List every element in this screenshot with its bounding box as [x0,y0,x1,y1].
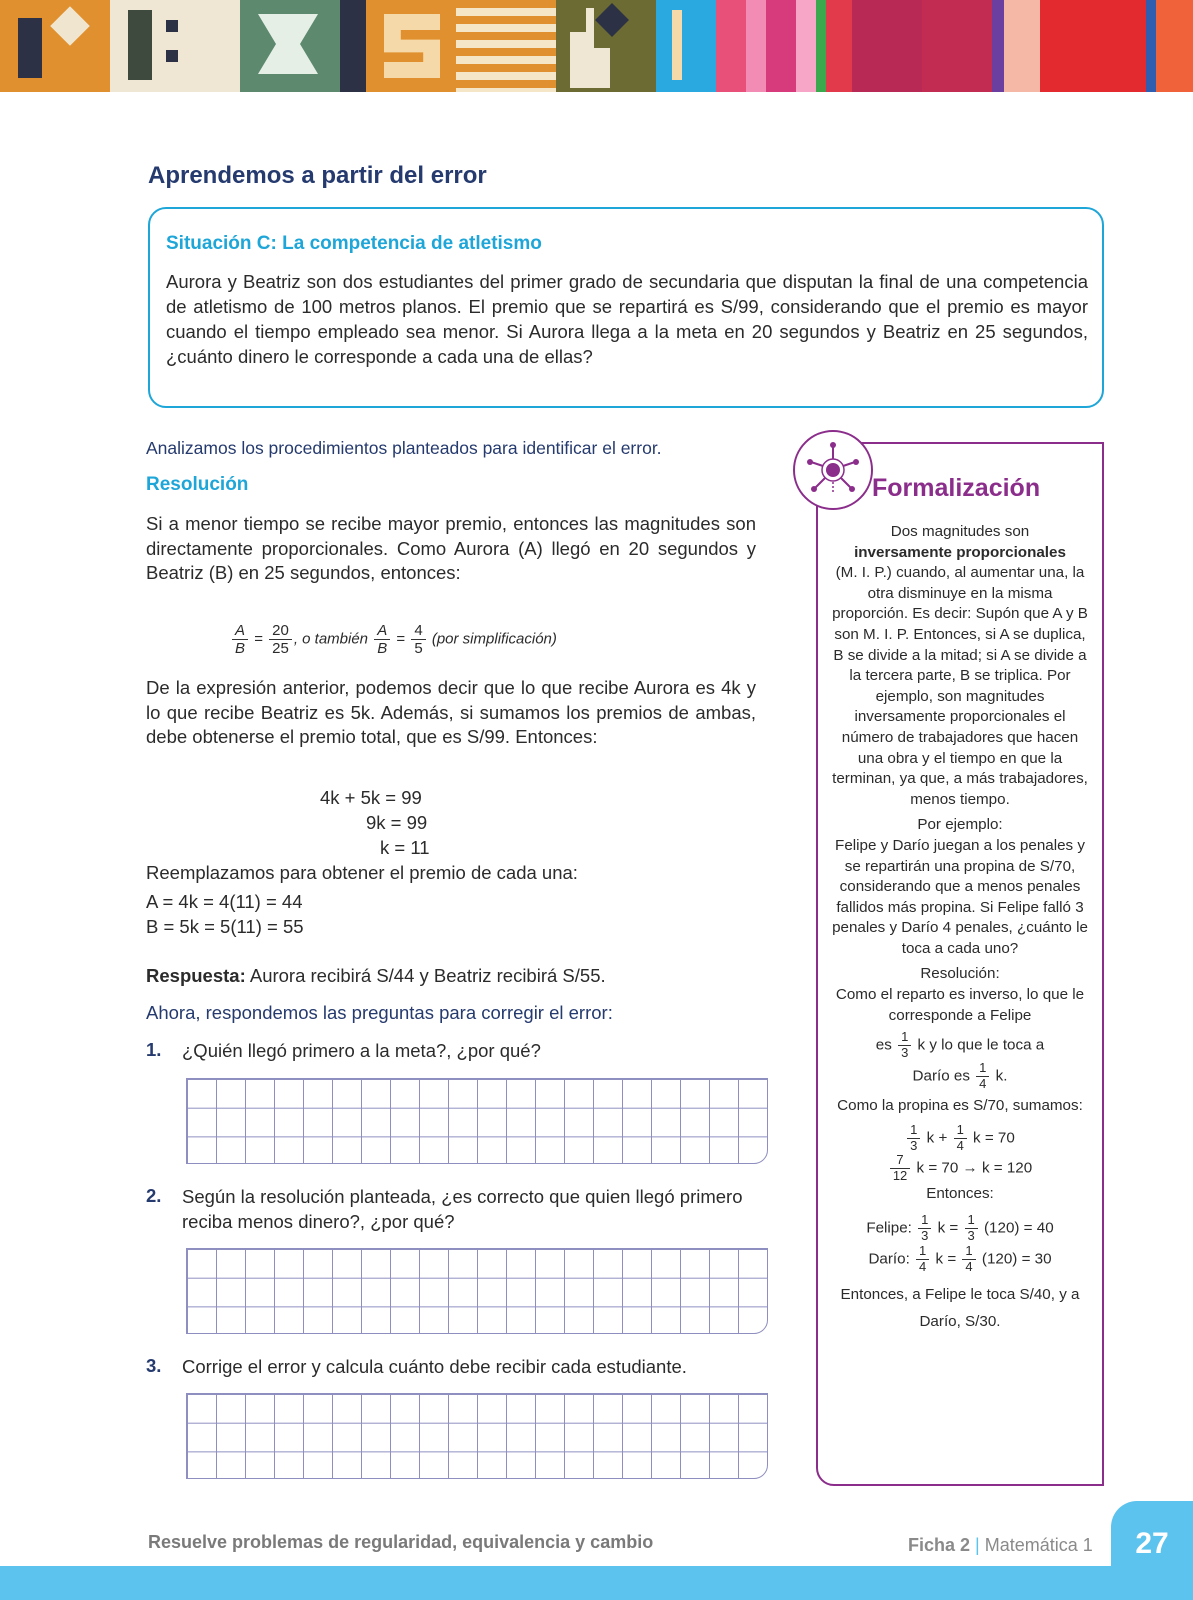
situation-text: Aurora y Beatriz son dos estudiantes del primer grado de secundaria que disputan la final de una competencia de atletismo de 100 metros planos. El premio que se repartirá es S/99, considerando que el premio es mayor cuando el tiempo empleado sea menor. Si Aurora llega a la meta en 20 segundos y Beatriz en 25 segundos, ¿cuánto dinero le corresponde a cada una de ellas? [166,271,1088,367]
idea-network-icon [793,430,873,510]
footer-ficha: Ficha 2 | Matemática 1 [908,1535,1093,1555]
dario-share-line: Darío es $\frac{1}{4}$ k. [912,1060,1008,1092]
formal-resolution-text: Como el reparto es inverso, lo que le corresponde a Felipe [835,986,1085,1024]
felipe-result: Felipe: $\frac{1}{3}$ k = $\frac{1}{3}$ (120) = 40 [866,1211,1054,1243]
footer-bar [0,1566,1193,1600]
formal-final: Entonces, a Felipe le toca S/40, y a Darío, S/30. [840,1285,1080,1330]
situation-box [148,207,1104,408]
equation-3: k = 11 [380,837,430,858]
fraction-a-over-b: $\frac{A}{B}$ [232,622,248,658]
formal-term: inversamente proporcionales [854,543,1066,561]
formalization-title: Formalización [872,474,1041,502]
answer-line: Respuesta: Aurora recibirá S/44 y Beatriz recibirá S/55. [146,965,606,986]
resolution-paragraph-1: Si a menor tiempo se recibe mayor premio, entonces las magnitudes son directamente proporcionales. Como Aurora (A) llegó en 20 segundos y Beatriz (B) en 25 segundos, entonces: [146,513,756,583]
fraction-4-over-5: $\frac{4}{5}$ [411,622,425,658]
formal-resolution-label: Resolución: [920,965,1000,983]
situation-title: Situación C: La competencia de atletismo [166,233,542,254]
equation-1: 4k + 5k = 99 [320,787,422,808]
question-1-number: 1. [146,1039,162,1060]
question-2-number: 2. [146,1185,162,1206]
resolution-paragraph-2: De la expresión anterior, podemos decir que lo que recibe Aurora es 4k y lo que recibe Beatriz es 5k. Además, si sumamos los premios de ambas, debe obtenerse el premio total, que es S/99. Entonces: [146,677,756,747]
formal-example-text: Felipe y Darío juegan a los penales y se repartirán una propina de S/70, considerando que a menos penales fallidos más propina. Si Felipe falló 3 penales y Darío 4 penales, ¿cuánto le toca a cada uno? [832,836,1088,957]
felipe-share-line: es $\frac{1}{3}$ k y lo que le toca a [875,1029,1045,1061]
footer-competency: Resuelve problemas de regularidad, equivalencia y cambio [148,1532,654,1552]
formal-example-label: Por ejemplo: [917,816,1003,834]
formal-entonces: Entonces: [926,1185,994,1203]
resolution-paragraph-3: Reemplazamos para obtener el premio de cada una: [146,862,578,883]
question-3-number: 3. [146,1355,162,1376]
equation-2: 9k = 99 [366,812,428,833]
a-value-line: A = 4k = 4(11) = 44 [146,891,303,912]
resolution-title: Resolución [146,474,249,495]
answer-grid-3[interactable] [186,1393,768,1479]
fraction-a-over-b-2: $\frac{A}{B}$ [374,622,390,658]
formalization-body [832,522,1088,1335]
question-1-text: ¿Quién llegó primero a la meta?, ¿por qué? [182,1040,541,1061]
formal-sum-intro: Como la propina es S/70, sumamos: [837,1097,1083,1114]
answer-grid-1[interactable] [186,1078,768,1164]
questions-lead: Ahora, respondemos las preguntas para corregir el error: [146,1002,613,1023]
section-heading: Aprendemos a partir del error [148,162,487,189]
formal-definition: (M. I. P.) cuando, al aumentar una, la otra disminuye en la misma proporción. Es decir: Supón que A y B son M. I. P. Entonces, si A se duplica, B se divide a la mitad; si A se divide a la tercera parte, B se triplica. Por ejemplo, son magnitudes inversamente proporcionales el número de trabajadores que hacen una obra y el tiempo en que la terminan, ya que, a más trabajadores, menos tiempo. [832,564,1088,808]
question-2-text: Según la resolución planteada, ¿es correcto que quien llegó primero reciba menos dinero?, ¿por qué? [182,1186,743,1232]
dario-result: Darío: $\frac{1}{4}$ k = $\frac{1}{4}$ (120) = 30 [868,1242,1052,1274]
analysis-lead: Analizamos los procedimientos planteados para identificar el error. [146,438,662,458]
question-3-text: Corrige el error y calcula cuánto debe recibir cada estudiante. [182,1356,687,1377]
seven-twelfths-equation: $\frac{7}{12}$ k = 70 → k = 120 [832,1153,1088,1184]
ratio-expression: $\frac{A}{B}$ = $\frac{20}{25}$ , o también $\frac{A}{B}$ = $\frac{4}{5}$ (por simplificación) [230,622,557,658]
formal-intro: Dos magnitudes son [890,523,1030,540]
sum-equation: $\frac{1}{3}$ k + $\frac{1}{4}$ k = 70 [832,1123,1088,1154]
b-value-line: B = 5k = 5(11) = 55 [146,916,304,937]
textile-banner [0,0,1193,92]
fraction-20-over-25: $\frac{20}{25}$ [269,622,292,658]
answer-grid-2[interactable] [186,1248,768,1334]
page-number: 27 [1135,1527,1169,1560]
